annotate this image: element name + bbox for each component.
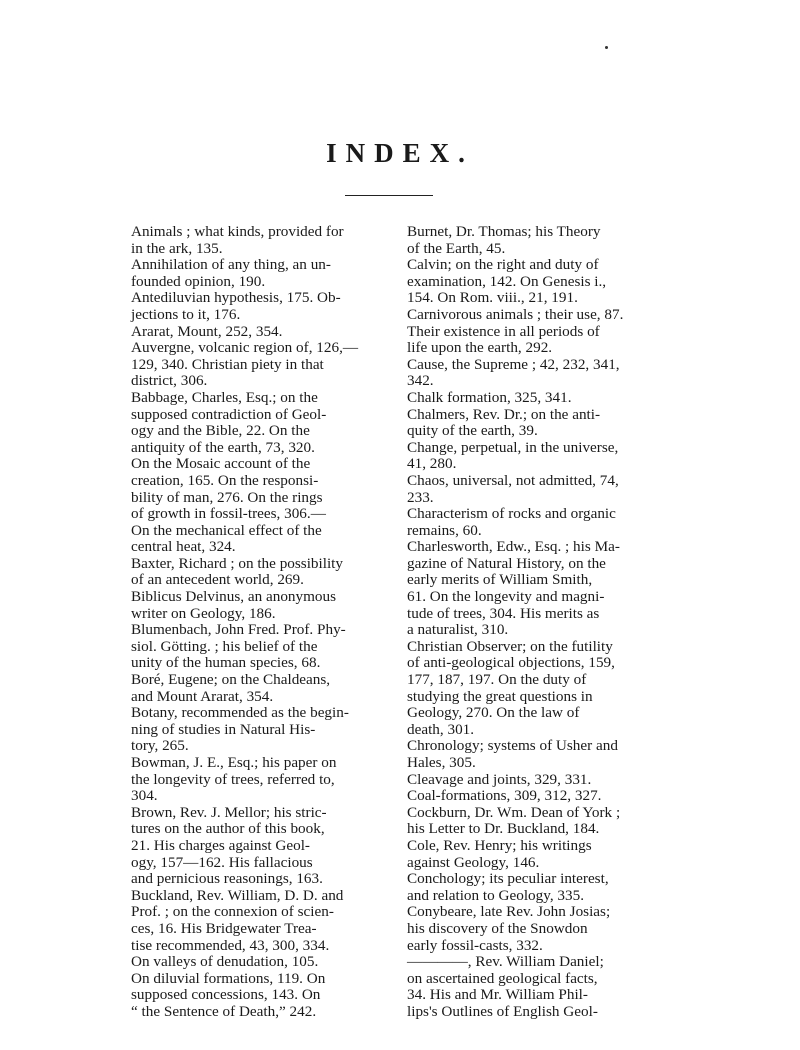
index-entry-line: of growth in fossil-trees, 306.— [131, 505, 326, 523]
index-entry-line: Conchology; its peculiar interest, [407, 870, 609, 888]
index-entry-line: tise recommended, 43, 300, 334. [131, 936, 330, 954]
index-entry [407, 407, 665, 440]
index-entry-line: the longevity of trees, referred to, [131, 770, 335, 788]
index-entry-line: founded opinion, 190. [131, 272, 266, 290]
index-entry [131, 705, 391, 755]
index-entry-line: On the mechanical effect of the [131, 521, 322, 539]
index-entry-line: lips's Outlines of English Geol- [407, 1002, 598, 1020]
index-entry-line: studying the great questions in [407, 687, 593, 705]
index-entry-line: siol. Götting. ; his belief of the [131, 637, 318, 655]
index-entry-line: Geology, 270. On the law of [407, 704, 580, 722]
index-entry-line: Conybeare, late Rev. John Josias; [407, 903, 611, 921]
index-entry-line: unity of the human species, 68. [131, 654, 321, 672]
index-entry-line: “ the Sentence of Death,” 242. [131, 1002, 317, 1020]
index-entry-line: Boré, Eugene; on the Chaldeans, [131, 671, 331, 689]
index-entry [131, 888, 391, 1021]
index-entry-line: On the Mosaic account of the [131, 455, 311, 473]
index-entry-line: Annihilation of any thing, an un- [131, 256, 331, 274]
index-column-left [131, 224, 391, 1021]
index-entry-line: 21. His charges against Geol- [131, 836, 310, 854]
index-entry-line: Their existence in all periods of [407, 322, 600, 340]
index-entry-line: 342. [407, 372, 434, 390]
index-entry [407, 904, 665, 954]
page-title: INDEX. [326, 138, 474, 168]
index-entry [407, 788, 665, 805]
index-entry [407, 307, 665, 357]
index-entry-line: Chalk formation, 325, 341. [407, 388, 572, 406]
index-entry [407, 838, 665, 871]
index-entry-line: of the Earth, 45. [407, 239, 506, 257]
index-entry-line: Brown, Rev. J. Mellor; his stric- [131, 803, 327, 821]
index-entry-line: 154. On Rom. viii., 21, 191. [407, 289, 578, 307]
index-entry-line: ces, 16. His Bridgewater Trea- [131, 919, 317, 937]
index-entry-line: Biblicus Delvinus, an anonymous [131, 588, 337, 606]
index-entry [407, 772, 665, 789]
index-entry-line: 34. His and Mr. William Phil- [407, 986, 588, 1004]
index-entry-line: Coal-formations, 309, 312, 327. [407, 787, 602, 805]
index-entry-line: ogy, 157—162. His fallacious [131, 853, 313, 871]
index-entry-line: tude of trees, 304. His merits as [407, 604, 600, 622]
index-entry [407, 738, 665, 771]
index-entry-line: ogy and the Bible, 22. On the [131, 422, 310, 440]
index-entry-line: in the ark, 135. [131, 239, 223, 257]
index-entry-line: 304. [131, 787, 158, 805]
index-entry-line: his discovery of the Snowdon [407, 919, 588, 937]
index-entry-line: 129, 340. Christian piety in that [131, 355, 324, 373]
index-entry-line: Buckland, Rev. William, D. D. and [131, 886, 344, 904]
index-entry-line: Blumenbach, John Fred. Prof. Phy- [131, 621, 346, 639]
index-entry-line: On diluvial formations, 119. On [131, 969, 326, 987]
index-entry-line: ————, Rev. William Daniel; [407, 953, 604, 971]
index-entry [131, 672, 391, 705]
index-entry [131, 622, 391, 672]
index-entry-line: ning of studies in Natural His- [131, 720, 316, 738]
index-entry-line: Botany, recommended as the begin- [131, 704, 349, 722]
index-entry-line: Cleavage and joints, 329, 331. [407, 770, 592, 788]
index-entry [407, 954, 665, 1020]
index-entry-line: Cockburn, Dr. Wm. Dean of York ; [407, 803, 621, 821]
index-entry-line: Burnet, Dr. Thomas; his Theory [407, 223, 601, 240]
index-entry [407, 224, 665, 257]
index-entry [131, 755, 391, 805]
index-entry [131, 324, 391, 341]
index-entry-line: Chronology; systems of Usher and [407, 737, 618, 755]
index-entry-line: creation, 165. On the responsi- [131, 471, 319, 489]
index-entry-line: of an antecedent world, 269. [131, 571, 304, 589]
index-entry [131, 556, 391, 589]
printer-mark [605, 46, 608, 49]
index-entry [131, 257, 391, 290]
index-entry-line: of anti-geological objections, 159, [407, 654, 615, 672]
index-entry-line: his Letter to Dr. Buckland, 184. [407, 820, 600, 838]
index-entry [407, 390, 665, 407]
index-entry [407, 871, 665, 904]
index-entry-line: and pernicious reasonings, 163. [131, 870, 323, 888]
index-entry [407, 357, 665, 390]
index-entry-line: Chalmers, Rev. Dr.; on the anti- [407, 405, 601, 423]
index-entry-line: bility of man, 276. On the rings [131, 488, 323, 506]
index-entry-line: Animals ; what kinds, provided for [131, 223, 344, 240]
index-entry-line: remains, 60. [407, 521, 482, 539]
index-entry-line: examination, 142. On Genesis i., [407, 272, 607, 290]
index-entry-line: 61. On the longevity and magni- [407, 588, 605, 606]
index-entry-line: early merits of William Smith, [407, 571, 593, 589]
index-entry-line: Carnivorous animals ; their use, 87. [407, 305, 624, 323]
index-entry-line: Calvin; on the right and duty of [407, 256, 599, 274]
index-entry-line: quity of the earth, 39. [407, 422, 538, 440]
index-entry-line: Christian Observer; on the futility [407, 637, 613, 655]
index-entry-line: Charlesworth, Edw., Esq. ; his Ma- [407, 538, 620, 556]
index-entry [131, 805, 391, 888]
index-entry-line: On valleys of denudation, 105. [131, 953, 319, 971]
index-entry [407, 257, 665, 307]
index-entry-line: and Mount Ararat, 354. [131, 687, 274, 705]
index-entry-line: Baxter, Richard ; on the possibility [131, 554, 343, 572]
index-entry [131, 290, 391, 323]
index-entry [407, 440, 665, 473]
index-entry-line: supposed contradiction of Geol- [131, 405, 327, 423]
index-entry-line: against Geology, 146. [407, 853, 540, 871]
index-entry [131, 340, 391, 390]
index-entry-line: Ararat, Mount, 252, 354. [131, 322, 283, 340]
index-entry-line: Cole, Rev. Henry; his writings [407, 836, 592, 854]
index-entry-line: district, 306. [131, 372, 208, 390]
index-entry-line: gazine of Natural History, on the [407, 554, 606, 572]
index-entry-line: death, 301. [407, 720, 475, 738]
index-entry [407, 506, 665, 539]
index-entry-line: Babbage, Charles, Esq.; on the [131, 388, 318, 406]
index-entry-line: tory, 265. [131, 737, 189, 755]
index-entry-line: Prof. ; on the connexion of scien- [131, 903, 334, 921]
index-entry [131, 589, 391, 622]
index-entry-line: Auvergne, volcanic region of, 126,— [131, 339, 359, 357]
index-entry-line: Hales, 305. [407, 754, 476, 771]
index-column-right [407, 224, 665, 1021]
index-entry-line: writer on Geology, 186. [131, 604, 276, 622]
index-entry [131, 224, 391, 257]
index-entry-line: tures on the author of this book, [131, 820, 325, 838]
index-entry-line: central heat, 324. [131, 538, 236, 556]
index-entry [407, 539, 665, 639]
index-entry-line: Bowman, J. E., Esq.; his paper on [131, 754, 337, 771]
index-entry-line: on ascertained geological facts, [407, 969, 598, 987]
index-entry-line: and relation to Geology, 335. [407, 886, 585, 904]
index-entry [407, 805, 665, 838]
index-entry [131, 390, 391, 556]
index-entry-line: early fossil-casts, 332. [407, 936, 543, 954]
index-entry-line: antiquity of the earth, 73, 320. [131, 438, 315, 456]
index-entry-line: 177, 187, 197. On the duty of [407, 671, 587, 689]
index-entry-line: 41, 280. [407, 455, 457, 473]
index-entry-line: Change, perpetual, in the universe, [407, 438, 619, 456]
index-entry [407, 473, 665, 506]
index-entry-line: Characterism of rocks and organic [407, 505, 616, 523]
index-entry-line: jections to it, 176. [131, 305, 241, 323]
index-entry-line: life upon the earth, 292. [407, 339, 553, 357]
index-entry-line: Cause, the Supreme ; 42, 232, 341, [407, 355, 620, 373]
title-rule [345, 195, 433, 196]
index-entry-line: 233. [407, 488, 434, 506]
index-entry-line: a naturalist, 310. [407, 621, 509, 639]
index-entry-line: Antediluvian hypothesis, 175. Ob- [131, 289, 341, 307]
index-entry-line: supposed concessions, 143. On [131, 986, 321, 1004]
index-entry [407, 639, 665, 739]
index-entry-line: Chaos, universal, not admitted, 74, [407, 471, 619, 489]
